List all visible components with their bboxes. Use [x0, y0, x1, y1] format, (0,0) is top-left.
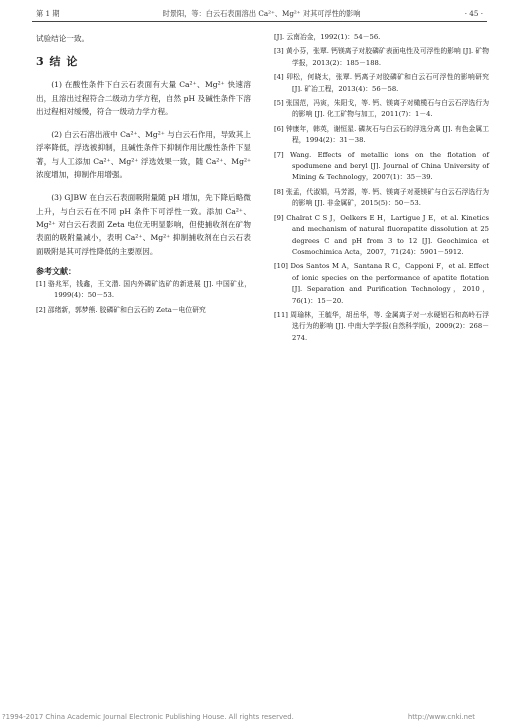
reference-item: [2] 邵绪新，郭梦熊. 胶磷矿和白云石的 Zeta－电位研究 — [36, 305, 206, 314]
header-rule — [32, 21, 487, 22]
conclusion-paragraph-1: (1) 在酸性条件下白云石表面有大量 Ca²⁺、Mg²⁺ 快速溶出，且溶出过程符合二级动力学方程，自然 pH 及碱性条件下溶出过程相对缓慢，符合一级动力学方程。 — [36, 80, 251, 116]
reference-item: [10] Dos Santos M A，Santana R C，Capponi F，et al. Effect of ionic species on the performance of apatite flotation [J]. Separation and Purification Technology，2010，76(1)：15－20. — [274, 262, 489, 305]
issue-number: 第 1 期 — [36, 9, 60, 18]
reference-item: [8] 张孟，代淑娟，马芳源，等. 钙、镁离子对菱镁矿与白云石浮选行为的影响 [J]. 非金属矿，2015(5)：50－53. — [274, 187, 489, 208]
reference-item: [5] 张国范，冯寅，朱阳戈，等. 钙、镁离子对橄榄石与白云石浮选行为的影响 [J]. 化工矿物与加工，2011(7)：1－4. — [274, 99, 489, 119]
cnki-link[interactable]: http://www.cnki.net — [407, 713, 475, 721]
reference-item: [1] 骆兆军，钱鑫，王文潜. 国内外磷矿选矿的新进展 [J]. 中国矿业，1999(4)：50－53. — [36, 279, 251, 300]
reference-item: [3] 黄小芬，张覃. 钙镁离子对胶磷矿表面电性及可浮性的影响 [J]. 矿物学报，2013(2)：185－188. — [274, 47, 489, 67]
reference-item: [11] 周瑜林，王毓华，胡岳华，等. 金属离子对一水硬铝石和高岭石浮选行为的影响 [J]. 中南大学学报(自然科学版)，2009(2)：268－274. — [274, 310, 489, 342]
conclusion-paragraph-2: (2) 白云石溶出液中 Ca²⁺、Mg²⁺ 与白云石作用，导致其上浮率降低，浮选被抑制，且碱性条件下抑制作用比酸性条件下显著，与人工添加 Ca²⁺、Mg²⁺ 浮选效果一致，随 Ca²⁺、Mg²⁺ 浓度增加，抑制作用增强。 — [36, 130, 251, 180]
reference-item: [9] Chaïrat C S J，Oelkers E H，Lartigue J E，et al. Kinetics and mechanism of natural fluorapatite dissolution at 25 degrees C and pH from 3 to 12 [J]. Geochimica et Cosmochimica Acta，2007，71(24)：5901－5912. — [274, 213, 489, 256]
running-header — [0, 6, 523, 22]
right-column — [274, 32, 489, 344]
page-number: · 45 · — [464, 9, 483, 18]
reference-item: [4] 卯松，何晓太，张覃. 钙离子对胶磷矿和白云石可浮性的影响研究 [J]. 矿冶工程，2013(4)：56－58. — [274, 73, 489, 93]
references-heading: 参考文献： — [36, 265, 76, 276]
running-title: 时景阳，等：白云石表面溶出 Ca²⁺、Mg²⁺ 对其可浮性的影响 — [162, 9, 361, 18]
reference-item: [6] 钟康年，韩英，谢恒星. 磷灰石与白云石的浮选分离 [J]. 有色金属工程，1994(2)：31－38. — [274, 124, 489, 145]
conclusion-paragraph-3: (3) GJBW 在白云石表面吸附量随 pH 增加，先下降后略微上升，与白云石在不同 pH 条件下可浮性一致。添加 Ca²⁺、Mg²⁺ 对白云石表面 Zeta 电位无明显影响，但使捕收剂在矿物表面的吸附量减小，表明 Ca²⁺、Mg²⁺ 抑制捕收剂在白云石表面吸附是其可浮性降低的主要原因。 — [36, 193, 251, 256]
reference-item: [7] Wang. Effects of metallic ions on the flotation of spodumene and beryl [J]. Journal of China University of Mining & Technology，2007(1)：35－39. — [274, 150, 489, 182]
carryover-text: 试验结论一致。 — [36, 34, 90, 43]
left-column — [36, 32, 251, 316]
reference-continuation: [J]. 云南冶金，1992(1)：54－56. — [274, 33, 381, 41]
section-title: 3 结 论 — [36, 55, 79, 69]
copyright-text: ?1994-2017 China Academic Journal Electronic Publishing House. All rights reserved. — [2, 713, 294, 721]
